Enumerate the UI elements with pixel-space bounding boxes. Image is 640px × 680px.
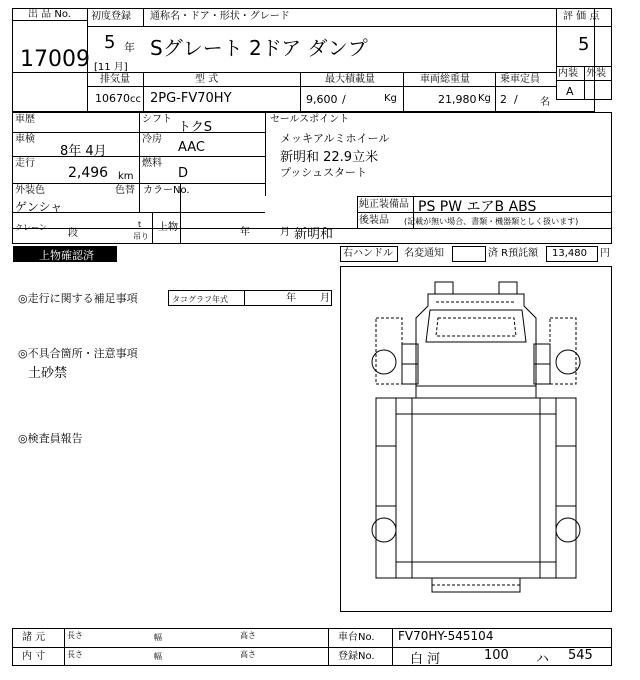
gvw-label: 車両総重量 xyxy=(420,74,470,85)
body-year: 年 xyxy=(240,227,250,238)
capacity-value: 2 xyxy=(500,93,507,106)
displacement-value: 10670 xyxy=(95,92,130,105)
inner-length-label: 長さ xyxy=(67,650,83,659)
chassis-label: 車台No. xyxy=(338,632,375,643)
left-mirror xyxy=(435,282,453,294)
lot-label: 出 品 No. xyxy=(28,9,71,20)
recycle-value: 13,480 xyxy=(552,248,587,259)
body-month: 月 xyxy=(280,227,290,238)
interior-grade-label: 内装 xyxy=(558,68,578,79)
equipment-label: 純正装備品 xyxy=(359,199,409,210)
max-load-label: 最大積載量 xyxy=(325,74,375,85)
inner-dim-label: 内 寸 xyxy=(22,651,46,662)
first-reg-label: 初度登録 xyxy=(91,11,131,22)
fuel-value: D xyxy=(178,166,189,181)
model-label: 型 式 xyxy=(195,74,219,85)
name-change-box xyxy=(452,246,486,262)
lot-number: 17009 xyxy=(20,47,90,72)
spec-label: 諸 元 xyxy=(22,632,46,643)
spec-length-label: 長さ xyxy=(67,631,83,640)
mileage-unit: km xyxy=(118,171,134,182)
history-label: 車歴 xyxy=(15,114,35,125)
crane-hang: 吊り xyxy=(133,232,149,241)
dump-body xyxy=(396,398,556,578)
displacement-label: 排気量 xyxy=(100,74,130,85)
aftermarket-label: 後装品 xyxy=(359,215,389,226)
capacity-unit: 名 xyxy=(540,97,550,108)
interior-grade: A xyxy=(566,85,574,98)
plate-class: 100 xyxy=(484,648,509,663)
cab-rear-step xyxy=(416,386,536,398)
right-mirror xyxy=(499,282,517,294)
inspection-label: 車検 xyxy=(15,134,35,145)
ac-label: 冷房 xyxy=(142,134,162,145)
name-change-label: 名変通知 xyxy=(404,248,444,259)
crane-step: 段 xyxy=(68,228,78,239)
defects-label: ◎不具合箇所・注意事項 xyxy=(18,347,138,360)
gvw-unit: Kg xyxy=(478,93,491,104)
tachograph-year: 年 xyxy=(286,293,296,304)
sales-point-2: 新明和 22.9立米 xyxy=(280,150,379,165)
max-load-unit: Kg xyxy=(384,93,397,104)
first-reg-year: 5 xyxy=(104,32,116,53)
spec-width-label: 幅 xyxy=(154,633,162,642)
equipment-value: PS PW エアB ABS xyxy=(418,199,537,215)
chassis-number: FV70HY-545104 xyxy=(398,629,494,643)
displacement-unit: cc xyxy=(130,94,141,105)
exterior-grade-label: 外装 xyxy=(586,68,606,79)
recycle-unit: 円 xyxy=(600,248,610,259)
vehicle-name: Sグレート 2ドア ダンプ xyxy=(150,36,368,60)
defects-value: 土砂禁 xyxy=(28,366,68,381)
tachograph-label: タコグラフ年式 xyxy=(172,295,228,304)
rating-value: 5 xyxy=(578,34,590,55)
capacity-sep: / xyxy=(514,93,518,106)
aftermarket-note: (記載が無い場合、書類・機器類としく扱います) xyxy=(404,217,579,226)
color-label: 外装色 xyxy=(15,185,45,196)
rating-label: 評 価 点 xyxy=(563,11,600,22)
recycle-label: 済 R預託額 xyxy=(488,248,539,259)
inner-width-label: 幅 xyxy=(154,652,162,661)
inspector-report-label: ◎検査員報告 xyxy=(18,432,83,445)
fuel-label: 燃料 xyxy=(142,158,162,169)
plate-kana: ハ xyxy=(536,652,550,667)
right-body-side xyxy=(556,398,576,578)
plate-region: 白 河 xyxy=(410,652,441,667)
crane-label: クレーン xyxy=(15,223,47,232)
capacity-label: 乗車定員 xyxy=(500,74,540,85)
sales-point-1: メッキアルミホイール xyxy=(280,132,390,145)
color-code-label: カラーNo. xyxy=(143,185,190,196)
right-hand-label: 右ハンドル xyxy=(343,248,393,259)
vehicle-name-label: 通称名・ドア・形状・グレード xyxy=(150,11,290,22)
body-maker: 新明和 xyxy=(294,227,334,242)
model-code: 2PG-FV70HY xyxy=(150,91,232,106)
tailgate xyxy=(432,578,520,592)
driving-notes-label: ◎走行に関する補足事項 xyxy=(18,292,138,305)
sales-point-3: プッシュスタート xyxy=(280,166,368,179)
body-confirmed-badge xyxy=(13,246,117,262)
max-load-sep: / xyxy=(342,93,346,106)
gvw-value: 21,980 xyxy=(438,93,477,106)
cab-outline xyxy=(416,294,536,386)
plate-number: 545 xyxy=(568,648,593,663)
mileage-label: 走行 xyxy=(15,158,35,169)
color-change-label: 色替 xyxy=(115,185,135,196)
sales-point-label: セールスポイント xyxy=(270,114,350,125)
body-confirmed-text: 上物確認済 xyxy=(39,249,94,262)
windshield xyxy=(426,310,526,342)
color-value: ゲンシャ xyxy=(15,200,63,214)
body-label: 上物 xyxy=(158,222,178,233)
crane-ton: t xyxy=(138,220,142,229)
inspection-value: 8年 4月 xyxy=(60,144,107,159)
first-reg-year-unit: 年 xyxy=(124,41,135,54)
left-body-side xyxy=(376,398,396,578)
truck-top-view-diagram xyxy=(340,266,612,612)
mileage-value: 2,496 xyxy=(68,165,109,181)
shift-label: シフト xyxy=(142,114,172,125)
spec-height-label: 高さ xyxy=(240,631,256,640)
tachograph-month: 月 xyxy=(320,293,330,304)
max-load-value: 9,600 xyxy=(306,93,338,106)
first-reg-month: [11 月] xyxy=(94,62,128,73)
dump-floor xyxy=(412,414,540,562)
plate-label: 登録No. xyxy=(338,651,375,662)
inner-height-label: 高さ xyxy=(240,650,256,659)
ac-value: AAC xyxy=(178,140,205,155)
shift-value: トクS xyxy=(178,120,212,135)
